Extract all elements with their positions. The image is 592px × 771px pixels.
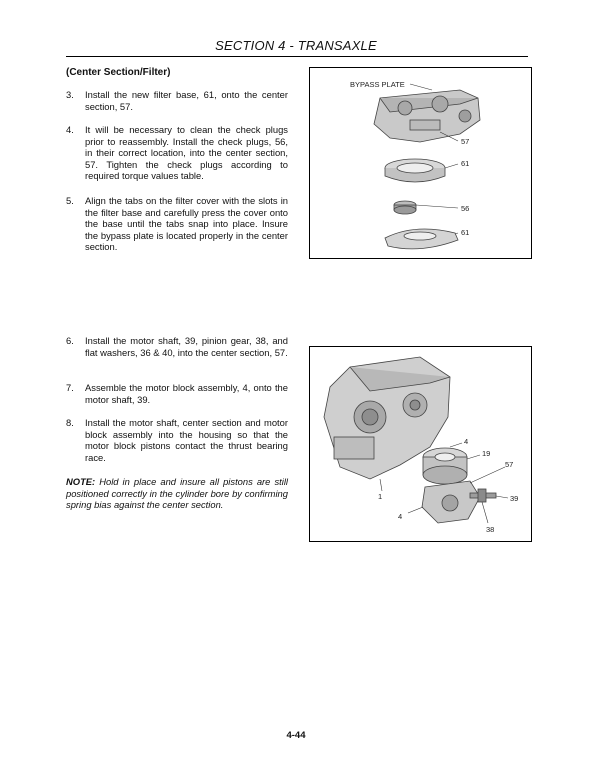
page-number: 4-44 [286, 730, 306, 741]
figure-motor-assembly [309, 346, 532, 542]
header-rule [66, 56, 528, 57]
step-number: 4. [66, 124, 74, 135]
step-5 [66, 195, 288, 253]
center-section-part [422, 481, 480, 523]
callout-1: 1 [378, 492, 383, 501]
step-number: 7. [66, 382, 74, 393]
step-text: It will be necessary to clean the check plugs prior to reassembly. Install the check plugs, 56, in their correct location, into the center section, 57. Tighten the check plugs according to required torque values table. [85, 124, 288, 182]
check-plugs-part [394, 201, 416, 214]
step-8 [66, 417, 288, 463]
figure-center-section-filter [309, 67, 532, 259]
callout-61-lower: 61 [461, 228, 470, 237]
callout-4-lower: 4 [398, 512, 403, 521]
filter-cover-part [385, 229, 458, 249]
section-title: SECTION 4 - TRANSAXLE [215, 38, 377, 53]
note-text: Hold in place and insure all pistons are still positioned correctly in the cylinder bore by confirming spring bias against the center section. [66, 476, 288, 511]
step-text: Install the motor shaft, center section and motor block assembly into the housing so that the motor block pistons contact the thrust bearing race. [85, 417, 288, 463]
bypass-plate-label: BYPASS PLATE [350, 80, 405, 89]
step-number: 3. [66, 89, 74, 100]
step-text: Install the new filter base, 61, onto the center section, 57. [85, 89, 288, 112]
callout-57: 57 [505, 460, 514, 469]
step-text: Align the tabs on the filter cover with the slots in the filter base and carefully press the cover onto the base until the tabs snap into place. Insure the bypass plate is located properly in the center section. [85, 195, 288, 253]
step-number: 6. [66, 335, 74, 346]
note-paragraph [66, 476, 288, 511]
center-section-part [374, 90, 480, 142]
center-section-illustration [310, 68, 531, 258]
motor-assembly-illustration [310, 347, 531, 541]
step-number: 8. [66, 417, 74, 428]
callout-19: 19 [482, 449, 491, 458]
step-4 [66, 124, 288, 182]
step-text: Install the motor shaft, 39, pinion gear, 38, and flat washers, 36 & 40, into the center section, 57. [85, 335, 288, 358]
callout-56: 56 [461, 204, 470, 213]
filter-base-part [385, 159, 445, 182]
callout-57: 57 [461, 137, 470, 146]
step-number: 5. [66, 195, 74, 206]
callout-4: 4 [464, 437, 469, 446]
note-label: NOTE: [66, 476, 96, 487]
motor-block-part [423, 448, 467, 484]
step-6 [66, 335, 288, 358]
step-3 [66, 89, 288, 112]
subheading: (Center Section/Filter) [66, 67, 171, 78]
callout-39: 39 [510, 494, 519, 503]
callout-38: 38 [486, 525, 495, 534]
callout-61: 61 [461, 159, 470, 168]
step-text: Assemble the motor block assembly, 4, onto the motor shaft, 39. [85, 382, 288, 405]
step-7 [66, 382, 288, 405]
